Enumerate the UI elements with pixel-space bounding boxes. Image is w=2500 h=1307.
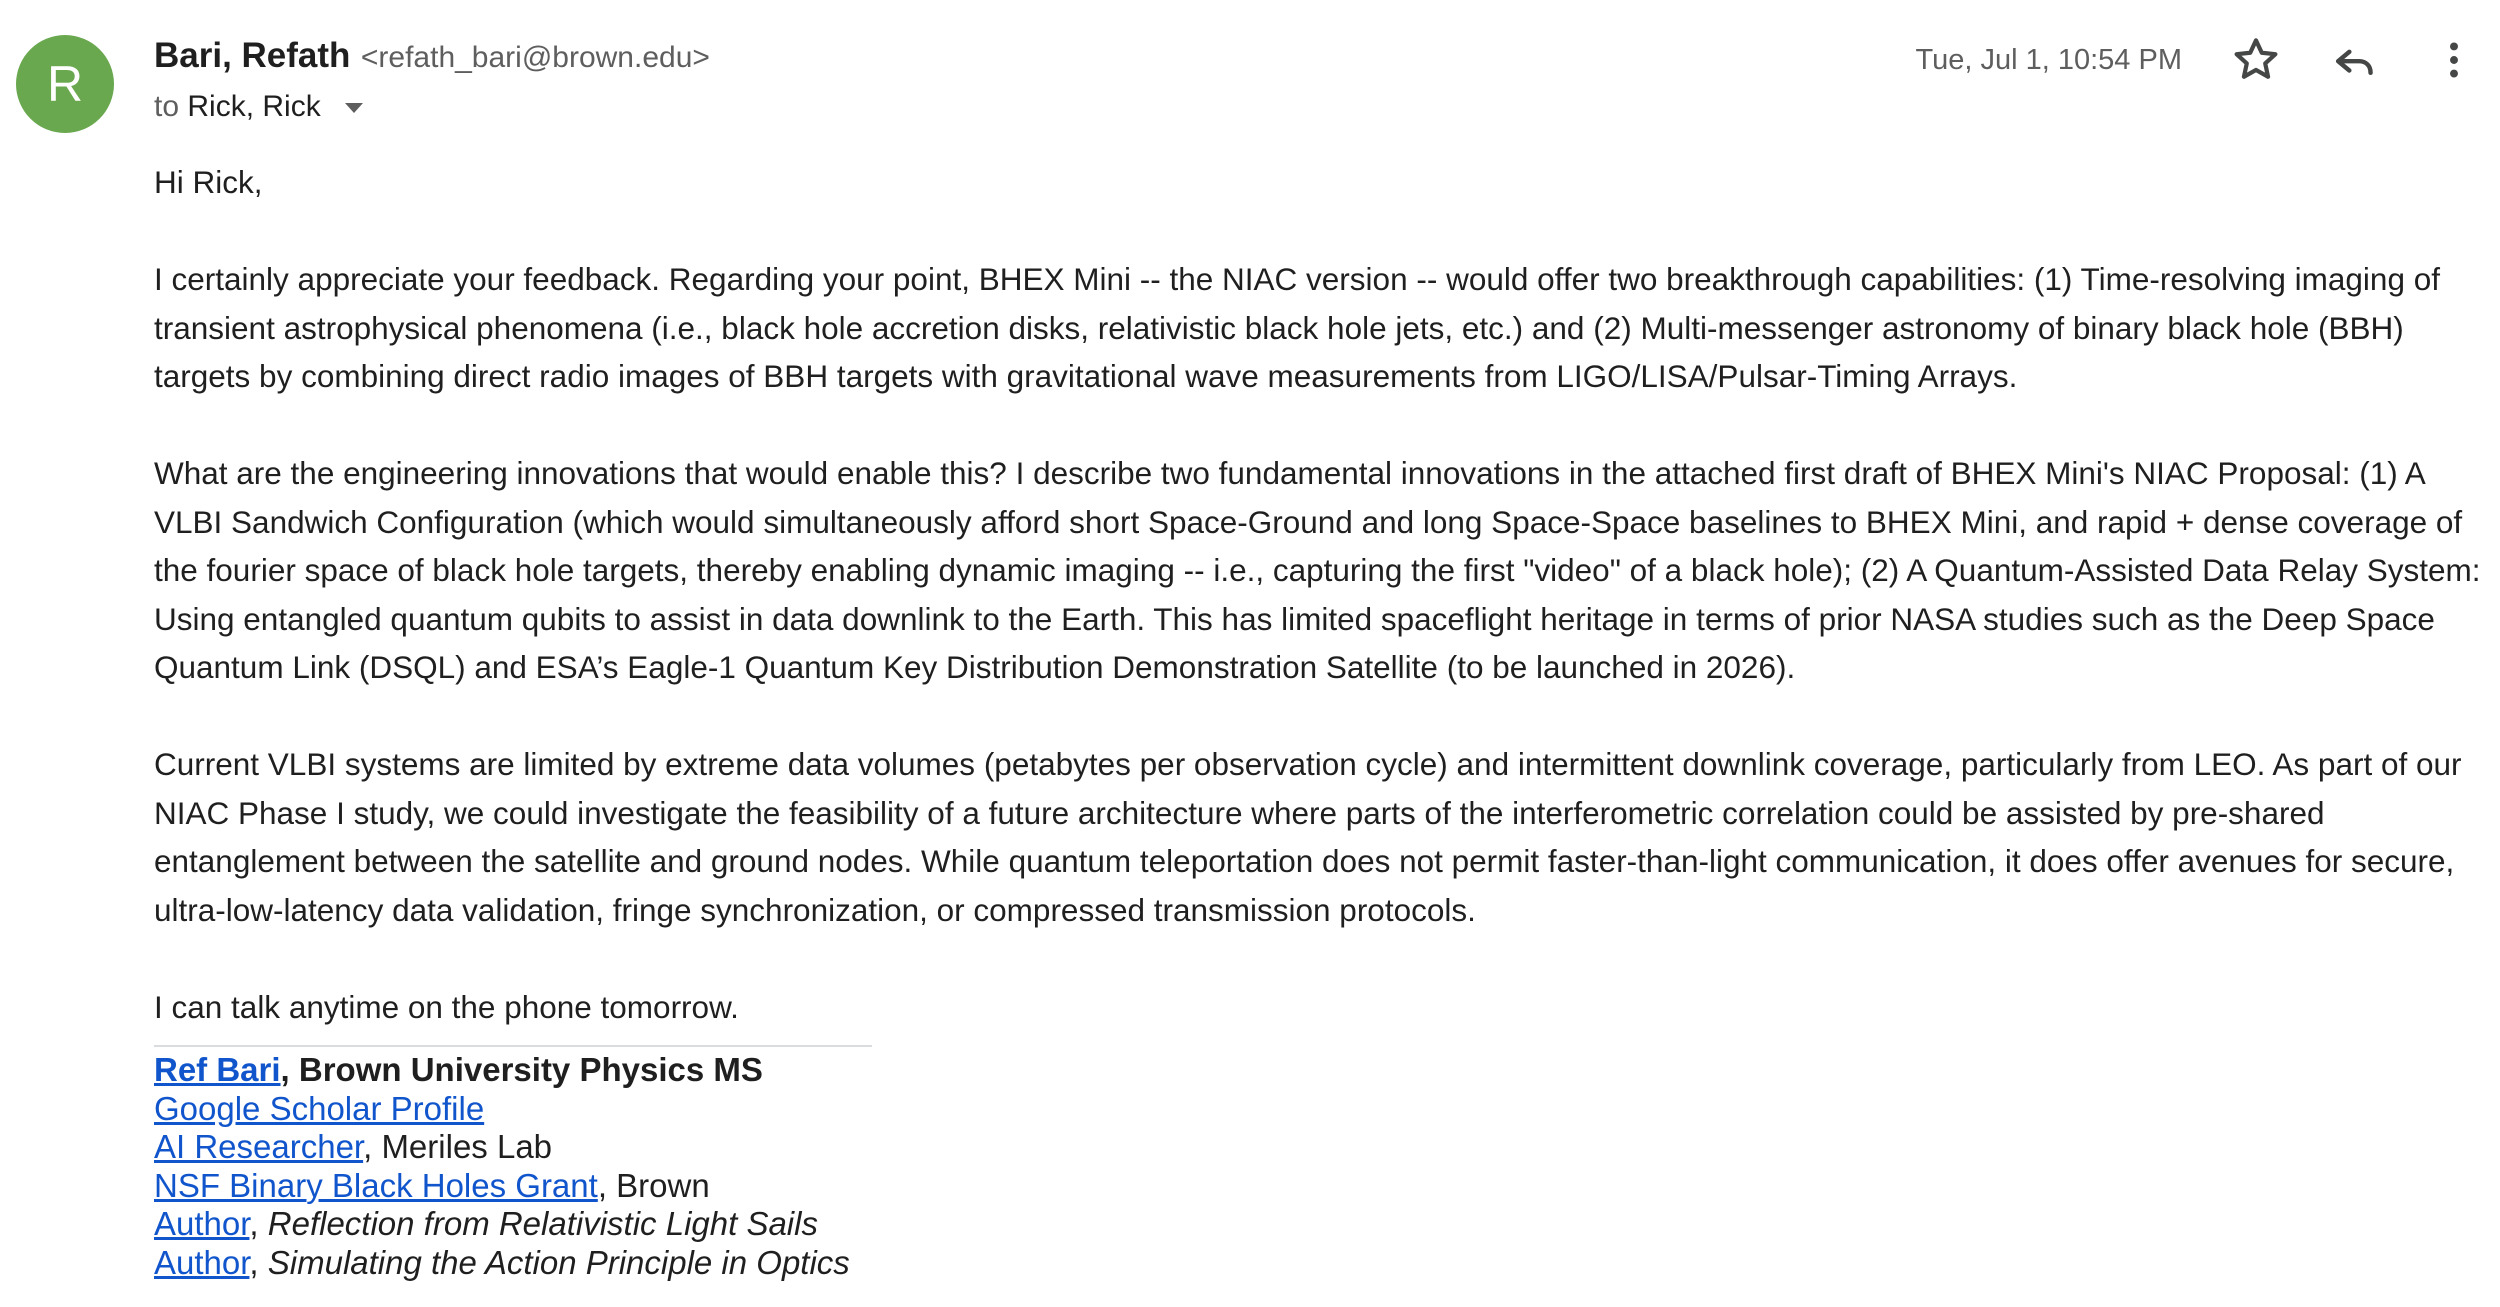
signature-separator: , <box>249 1205 268 1242</box>
signature <box>154 1051 2484 1282</box>
chevron-down-icon[interactable] <box>345 103 363 113</box>
ai-researcher-link[interactable]: AI Researcher <box>154 1128 364 1165</box>
signature-name-link[interactable]: Ref Bari <box>154 1051 281 1088</box>
signature-line <box>154 1128 2484 1167</box>
signature-affiliation: , Brown University Physics MS <box>280 1051 763 1088</box>
signature-line <box>154 1167 2484 1206</box>
author-link[interactable]: Author <box>154 1205 250 1242</box>
reply-button[interactable] <box>2326 32 2382 88</box>
greeting: Hi Rick, <box>154 164 263 200</box>
star-button[interactable] <box>2228 32 2284 88</box>
to-prefix: to <box>154 90 180 123</box>
signature-divider <box>154 1045 872 1047</box>
more-vert-icon <box>2426 32 2482 88</box>
body-paragraph: What are the engineering innovations that would enable this? I describe two fundamental innovations in the attached first draft of BHEX Mini's NIAC Proposal: (1) A VLBI Sandwich Configuration (which would simultaneously afford short Space-Ground and long Space-Space baselines to BHEX Mini, and rapid + dense coverage of the fourier space of black hole targets, thereby enabling dynamic imaging -- i.e., capturing the first "video" of a black hole); (2) A Quantum-Assisted Data Relay System: Using entangled quantum qubits to assist in data downlink to the Earth. This has limited spaceflight heritage in terms of prior NASA studies such as the Deep Space Quantum Link (DSQL) and ESA’s Eagle-1 Quantum Key Distribution Demonstration Satellite (to be launched in 2026). <box>154 455 2481 685</box>
reply-icon <box>2326 32 2382 88</box>
body-paragraph: I certainly appreciate your feedback. Regarding your point, BHEX Mini -- the NIAC version -- would offer two breakthrough capabilities: (1) Time-resolving imaging of transient astrophysical phenomena (i.e., black hole accretion disks, relativistic black hole jets, etc.) and (2) Multi-messenger astronomy of binary black hole (BBH) targets by combining direct radio images of BBH targets with gravitational wave measurements from LIGO/LISA/Pulsar-Timing Arrays. <box>154 261 2440 394</box>
message-date[interactable]: Tue, Jul 1, 10:54 PM <box>1915 44 2182 76</box>
body-paragraph: I can talk anytime on the phone tomorrow. <box>154 988 739 1025</box>
recipients: Rick, Rick <box>187 90 321 123</box>
avatar[interactable]: R <box>16 35 114 133</box>
publication-title: Reflection from Relativistic Light Sails <box>267 1205 818 1242</box>
signature-line <box>154 1051 2484 1090</box>
google-scholar-link[interactable]: Google Scholar Profile <box>154 1089 485 1127</box>
star-icon <box>2228 32 2284 88</box>
author-link[interactable]: Author <box>154 1243 250 1281</box>
sender-line <box>154 36 710 76</box>
signature-text: , Meriles Lab <box>363 1128 553 1165</box>
signature-line <box>154 1244 2484 1283</box>
recipients-line <box>154 90 363 124</box>
sender-email: <refath_bari@brown.edu> <box>360 41 710 74</box>
publication-title: Simulating the Action Principle in Optics <box>267 1243 850 1281</box>
signature-separator: , <box>249 1243 268 1281</box>
body-paragraph: Current VLBI systems are limited by extreme data volumes (petabytes per observation cycle) and intermittent downlink coverage, particularly from LEO. As part of our NIAC Phase I study, we could investigate the feasibility of a future architecture where parts of the interferometric correlation could be assisted by pre-shared entanglement between the satellite and ground nodes. While quantum teleportation does not permit faster-than-light communication, it does offer avenues for secure, ultra-low-latency data validation, fringe synchronization, or compressed transmission protocols. <box>154 746 2462 928</box>
message-body <box>154 158 2484 1282</box>
signature-line <box>154 1205 2484 1244</box>
nsf-grant-link[interactable]: NSF Binary Black Holes Grant <box>154 1166 598 1204</box>
signature-line <box>154 1090 2484 1129</box>
more-options-button[interactable] <box>2426 32 2482 88</box>
signature-text: , Brown <box>597 1166 710 1204</box>
sender-name[interactable]: Bari, Refath <box>154 36 351 75</box>
